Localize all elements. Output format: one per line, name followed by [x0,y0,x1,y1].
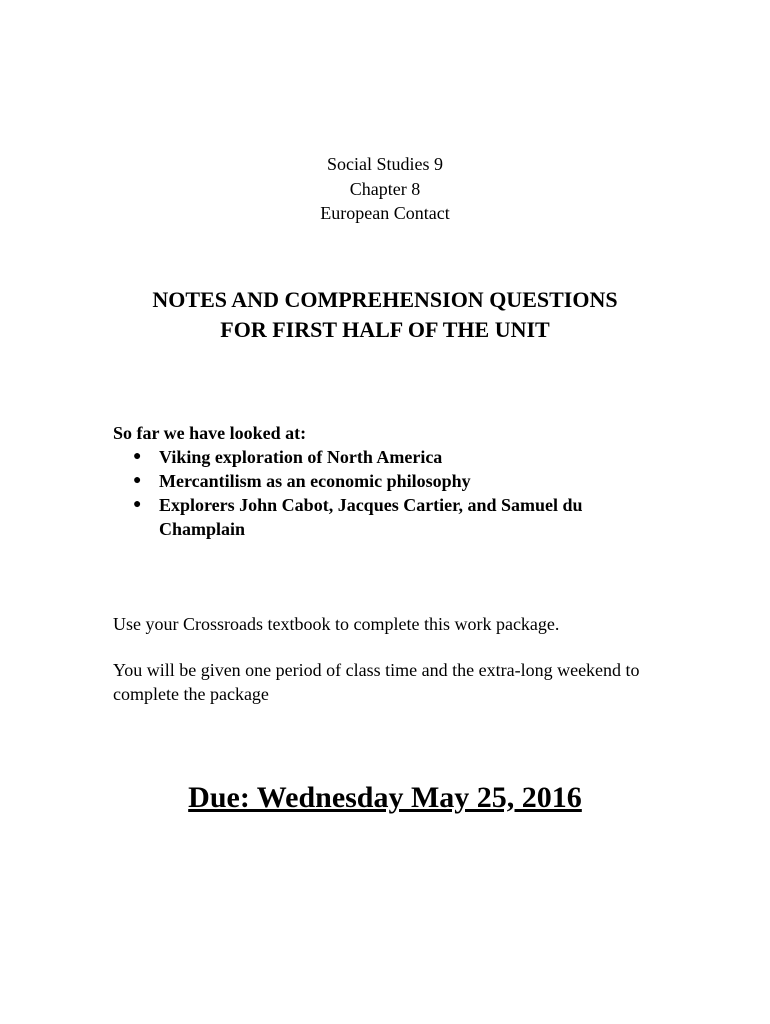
chapter-number: Chapter 8 [349,178,421,199]
topics-section [113,421,673,541]
textbook-instruction: Use your Crossroads textbook to complete this work package. [113,614,560,634]
topics-list [113,445,673,541]
list-item-text: Mercantilism as an economic philosophy [159,471,471,491]
course-name: Social Studies 9 [327,154,443,174]
bullet-icon: ● [133,473,142,488]
unit-name: European Contact [320,203,450,223]
time-instruction: You will be given one period of class time and the extra-long weekend to complete the package [113,660,640,704]
list-item [113,493,673,541]
due-date: Due: Wednesday May 25, 2016 [188,781,582,814]
list-item-text: Explorers John Cabot, Jacques Cartier, and Samuel du Champlain [159,495,583,539]
title-line-1: NOTES AND COMPREHENSION QUESTIONS [152,287,618,312]
list-item [113,469,673,493]
list-item-text: Viking exploration of North America [159,447,443,467]
bullet-icon: ● [133,449,142,464]
bullet-icon: ● [133,497,142,512]
page-title [0,285,770,345]
title-line-2: FOR FIRST HALF OF THE UNIT [220,317,550,342]
list-item [113,445,673,469]
topics-intro: So far we have looked at: [113,423,307,443]
document-header [0,152,770,226]
instructions-section [113,612,653,728]
